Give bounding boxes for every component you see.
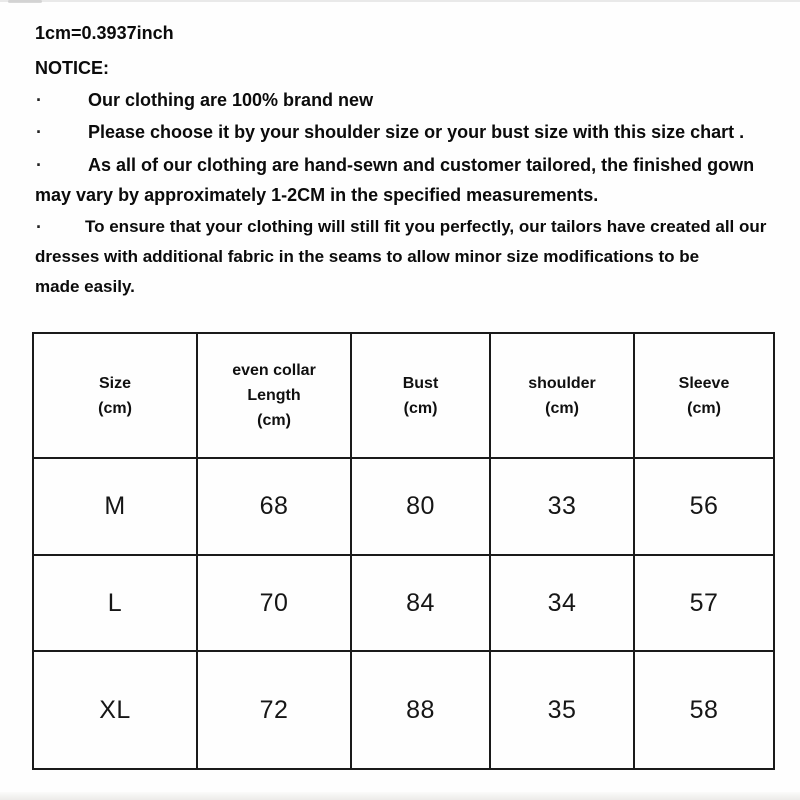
- size-chart-table: [32, 332, 775, 770]
- cell-xl-bust: 88: [351, 651, 490, 769]
- notice-bullet-3-line-2: may vary by approximately 1-2CM in the specified measurements.: [35, 185, 599, 205]
- cell-xl-shoulder: 35: [490, 651, 634, 769]
- header-size-label: Size: [98, 374, 131, 392]
- cell-l-collar-length: 70: [197, 555, 351, 651]
- cell-l-shoulder: 34: [490, 555, 634, 651]
- unit-conversion-note: 1cm=0.3937inch: [35, 23, 174, 43]
- header-bust-unit: (cm): [403, 399, 438, 417]
- cell-m-sleeve: 56: [634, 458, 774, 555]
- header-cell-shoulder: [490, 333, 634, 458]
- notice-bullet-4-line-1: To ensure that your clothing will still fit you perfectly, our tailors have created all our: [85, 217, 767, 236]
- table-row-m: [33, 458, 774, 555]
- header-collar-label-2: Length: [247, 387, 301, 404]
- bullet-icon: ·: [36, 90, 42, 110]
- notice-bullet-3-line-1: As all of our clothing are hand-sewn and customer tailored, the finished gown: [88, 155, 755, 175]
- cell-m-collar-length: 68: [197, 458, 351, 555]
- notice-bullet-2: Please choose it by your shoulder size or your bust size with this size chart .: [88, 122, 745, 142]
- table-header-row: [33, 333, 774, 458]
- cell-l-sleeve: 57: [634, 555, 774, 651]
- bullet-icon: ·: [36, 155, 42, 175]
- photo-edge-top: [0, 0, 800, 2]
- cell-m-shoulder: 33: [490, 458, 634, 555]
- header-bust-label: Bust: [402, 374, 439, 392]
- photo-edge-bottom: [0, 792, 800, 800]
- cell-m-bust: 80: [351, 458, 490, 555]
- header-sleeve-unit: (cm): [687, 399, 721, 417]
- header-cell-size: [33, 333, 197, 458]
- header-sleeve-label: Sleeve: [678, 374, 730, 392]
- cell-l-bust: 84: [351, 555, 490, 651]
- table-row-l: [33, 555, 774, 651]
- notice-bullet-1: Our clothing are 100% brand new: [88, 90, 374, 110]
- header-shoulder-unit: (cm): [545, 399, 579, 417]
- bullet-icon: ·: [36, 122, 42, 142]
- header-collar-label-1: even collar: [232, 362, 316, 379]
- notice-bullet-4-line-2: dresses with additional fabric in the seams to allow minor size modifications to be: [35, 247, 700, 266]
- cell-xl-sleeve: 58: [634, 651, 774, 769]
- cell-m-size: M: [33, 458, 197, 555]
- bullet-icon: ·: [36, 217, 42, 237]
- table-row-xl: [33, 651, 774, 769]
- photo-edge-smudge: [8, 0, 42, 3]
- header-cell-bust: [351, 333, 490, 458]
- cell-xl-size: XL: [33, 651, 197, 769]
- header-cell-collar-length: [197, 333, 351, 458]
- header-shoulder-label: shoulder: [528, 374, 596, 392]
- cell-l-size: L: [33, 555, 197, 651]
- notice-bullet-4-line-3: made easily.: [35, 277, 135, 296]
- notice-heading: NOTICE:: [35, 58, 109, 78]
- header-size-unit: (cm): [98, 399, 132, 417]
- header-collar-unit: (cm): [257, 412, 291, 429]
- header-cell-sleeve: [634, 333, 774, 458]
- cell-xl-collar-length: 72: [197, 651, 351, 769]
